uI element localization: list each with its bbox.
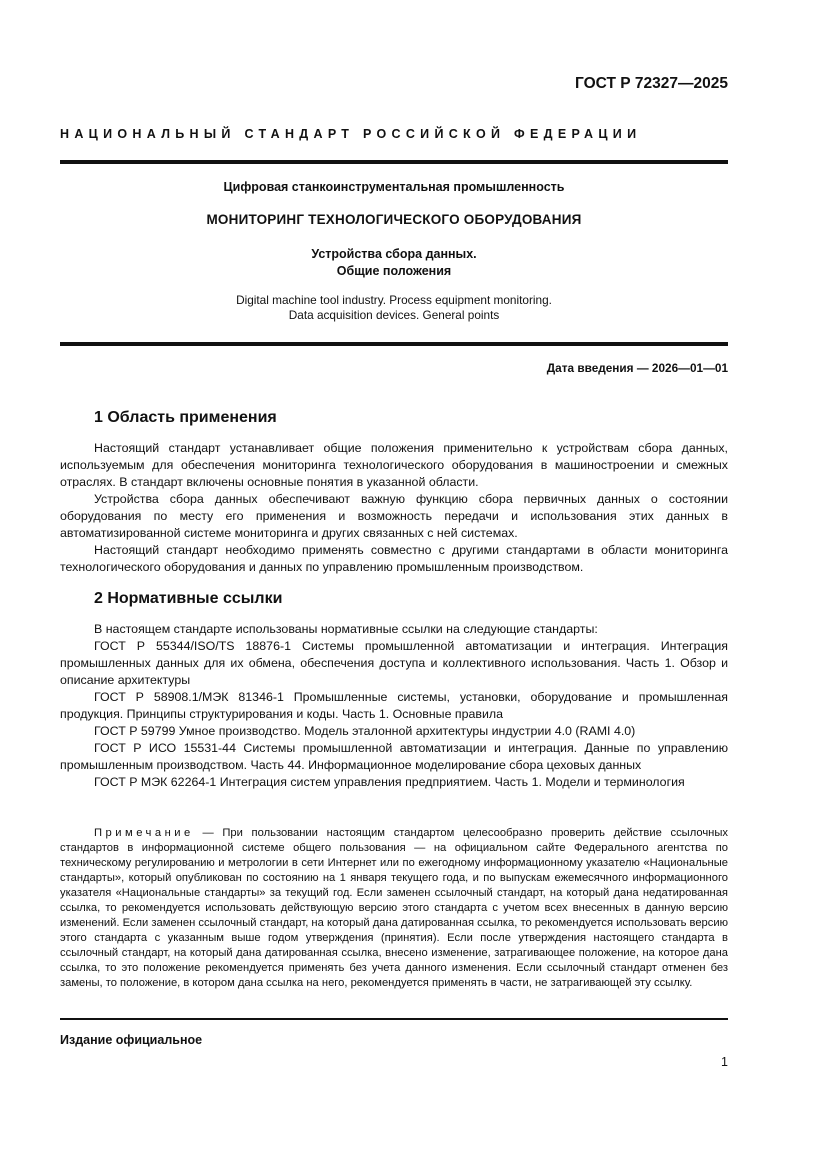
note-label: Примечание: [94, 827, 194, 839]
paragraph: Настоящий стандарт необходимо применять совместно с другими стандартами в области мониторинга технологического оборудования и данных по управлению промышленным производством.: [60, 543, 728, 574]
references-intro: В настоящем стандарте использованы нормативные ссылки на следующие стандарты:: [94, 622, 598, 636]
subtitle-line-1: Устройства сбора данных.: [311, 247, 477, 261]
subtitle: [60, 246, 728, 280]
section-1-body: [60, 440, 728, 576]
reference-item: ГОСТ Р МЭК 62264-1 Интеграция систем управления предприятием. Часть 1. Модели и терминология: [94, 775, 685, 789]
reference-item: ГОСТ Р 58908.1/МЭК 81346-1 Промышленные системы, установки, оборудование и промышленная продукция. Принципы структурирования и коды. Часть 1. Основные правила: [60, 690, 728, 721]
main-title: МОНИТОРИНГ ТЕХНОЛОГИЧЕСКОГО ОБОРУДОВАНИЯ: [206, 212, 582, 227]
section-2-heading: 2 Нормативные ссылки: [94, 590, 283, 607]
reference-item: ГОСТ Р 59799 Умное производство. Модель эталонной архитектуры индустрии 4.0 (RAMI 4.0): [94, 724, 636, 738]
title-divider: [60, 342, 728, 346]
edition-label: Издание официальное: [60, 1033, 203, 1047]
note-text: — При пользовании настоящим стандартом целесообразно проверить действие ссылочных стандартов в информационной системе общего пользования — на официальном сайте Федерального агентства по техническому регулированию и метрологии в сети Интернет или по ежегодному информационному указателю «Национальные стандарты», который опубликован по состоянию на 1 января текущего года, и по выпускам ежемесячного информационного указателя «Национальные стандарты» за текущий год. Если заменен ссылочный стандарт, на который дана недатированная ссылка, то рекомендуется использовать действующую версию этого стандарта с учетом всех внесенных в данную версию изменений. Если заменен ссылочный стандарт, на который дана датированная ссылка, то рекомендуется использовать версию этого стандарта с указанным выше годом утверждения (принятия). Если после утверждения настоящего стандарта в ссылочный стандарт, на который дана датированная ссылка, внесено изменение, затрагивающее положение, на которое дана ссылка, то это положение рекомендуется применять без учета данного изменения. Если ссылочный стандарт отменен без замены, то положение, в котором дана ссылка на него, рекомендуется применять в части, не затрагивающей эту ссылку.: [60, 827, 728, 989]
note: [60, 826, 728, 991]
introduction-date: Дата введения — 2026—01—01: [546, 361, 728, 375]
english-title: [60, 293, 728, 323]
english-title-line-2: Data acquisition devices. General points: [288, 308, 500, 322]
national-standard-banner: НАЦИОНАЛЬНЫЙ СТАНДАРТ РОССИЙСКОЙ ФЕДЕРАЦИИ: [60, 127, 642, 141]
english-title-line-1: Digital machine tool industry. Process equipment monitoring.: [236, 293, 552, 307]
document-number: ГОСТ Р 72327—2025: [575, 75, 728, 92]
section-1-heading: 1 Область применения: [94, 409, 277, 426]
subtitle-line-2: Общие положения: [336, 264, 452, 278]
section-2-body: [60, 621, 728, 791]
footer-divider: [60, 1018, 728, 1020]
reference-item: ГОСТ Р 55344/ISO/TS 18876-1 Системы промышленной автоматизации и интеграция. Интеграция промышленных данных для их обмена, обеспечения доступа и коллективного использования. Часть 1. Обзор и описание архитектуры: [60, 639, 728, 687]
reference-item: ГОСТ Р ИСО 15531-44 Системы промышленной автоматизации и интеграция. Данные по управлению промышленным производством. Часть 44. Информационное моделирование сбора цеховых данных: [60, 741, 728, 772]
note-paragraph: [60, 826, 728, 991]
page-number: 1: [721, 1055, 728, 1069]
paragraph: Устройства сбора данных обеспечивают важную функцию сбора первичных данных о состоянии оборудования по месту его применения и возможность передачи и использования этих данных в автоматизированной системе мониторинга и других связанных с ней системах.: [60, 492, 728, 540]
header-divider: [60, 160, 728, 164]
paragraph: Настоящий стандарт устанавливает общие положения применительно к устройствам сбора данных, используемым для обеспечения мониторинга технологического оборудования в машиностроении и смежных отраслях. В стандарт включены основные понятия в указанной области.: [60, 441, 728, 489]
industry-title: Цифровая станкоинструментальная промышленность: [223, 180, 565, 194]
